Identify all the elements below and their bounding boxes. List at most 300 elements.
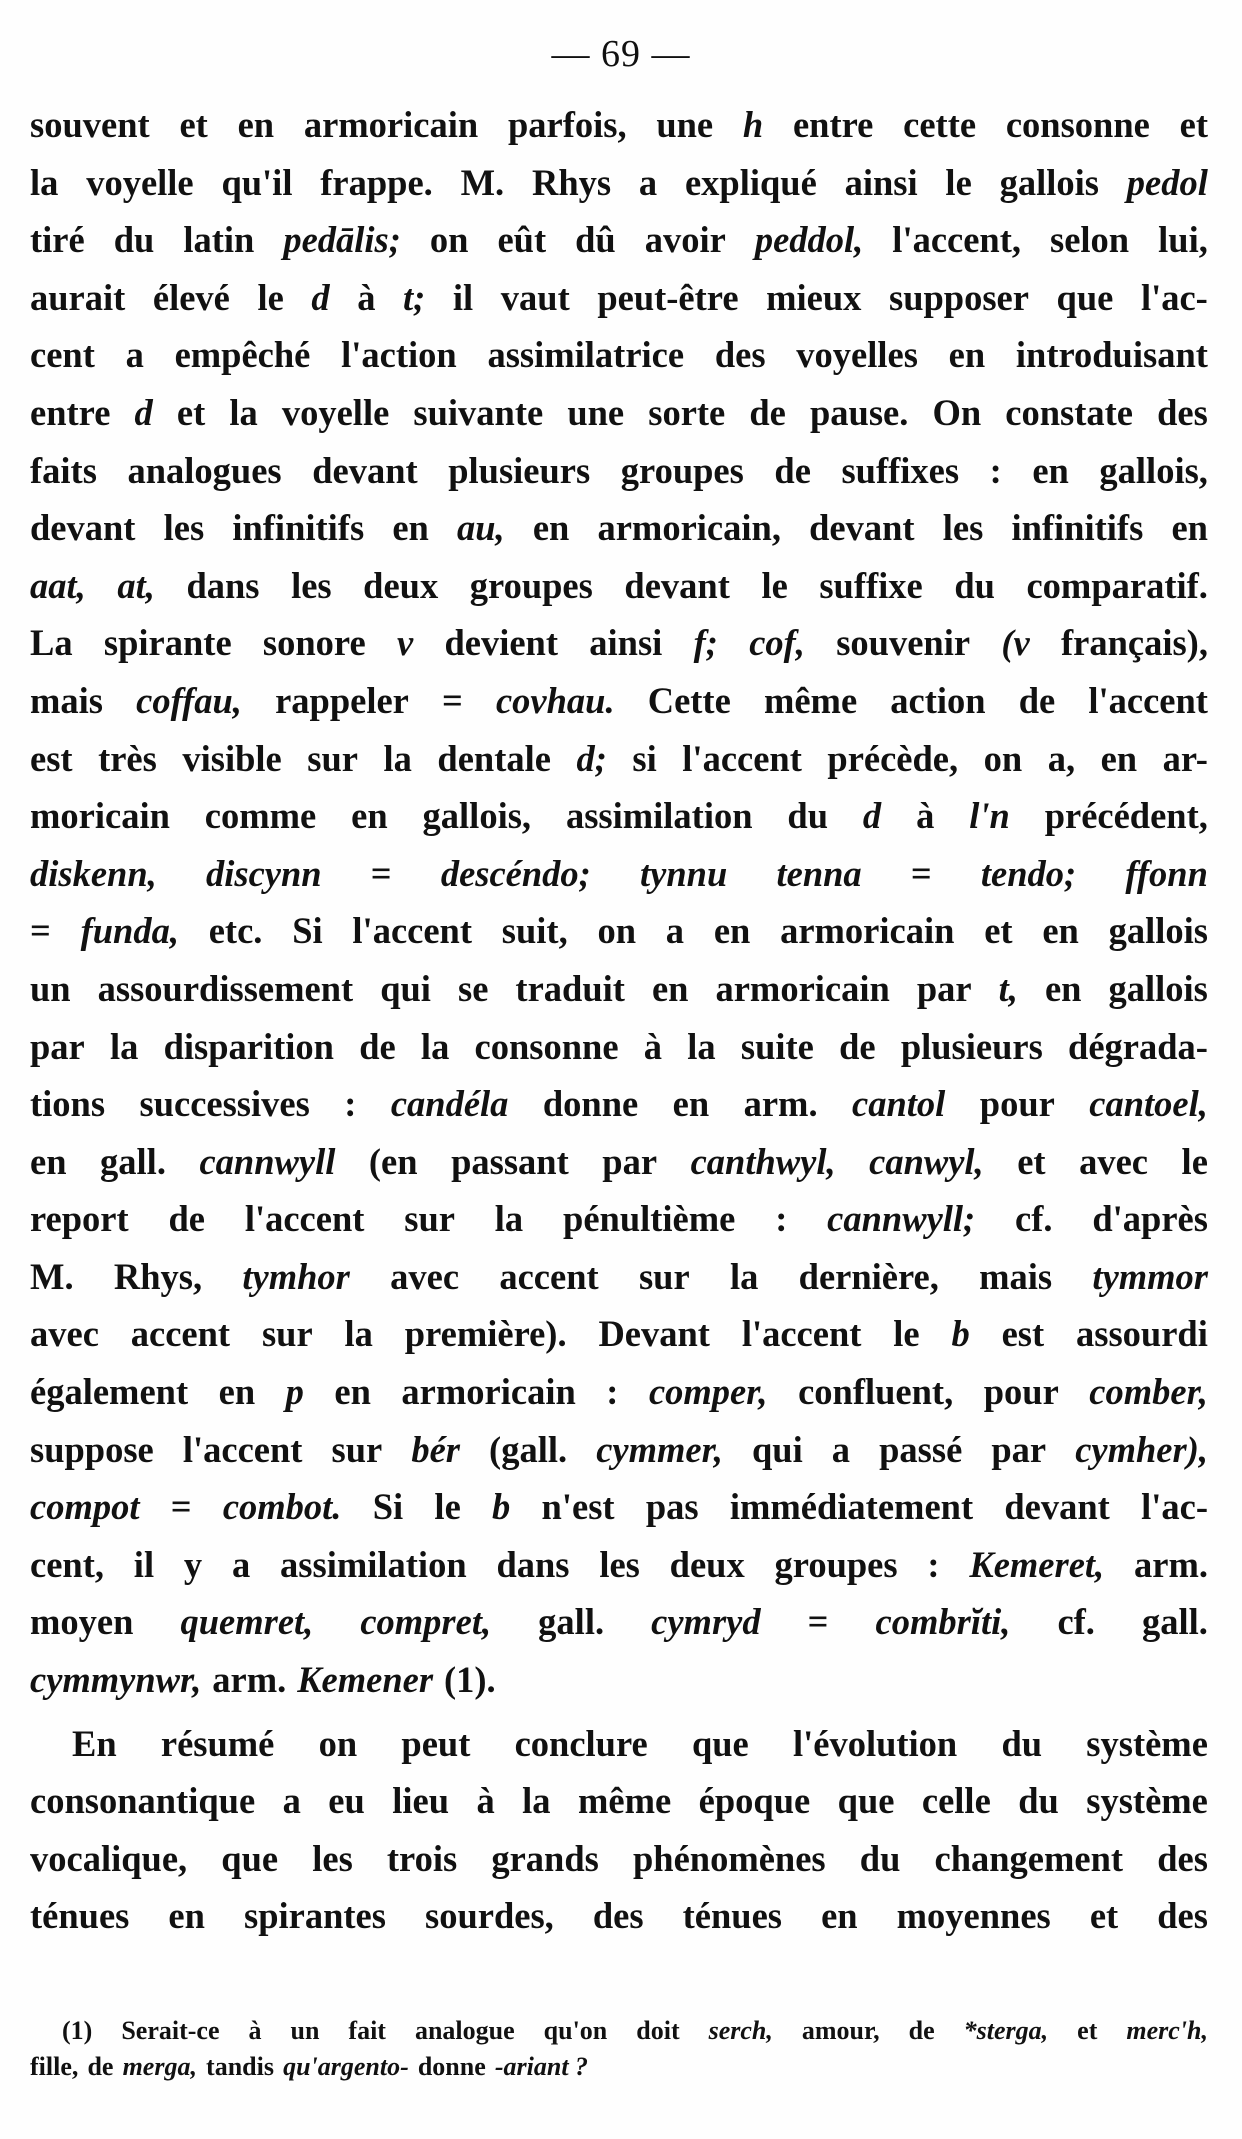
word: assourdi — [1076, 1313, 1208, 1355]
italic-word: cymmer, — [596, 1428, 723, 1470]
word: précédent, — [1044, 795, 1208, 837]
word: en — [351, 795, 388, 837]
word: à — [916, 795, 935, 837]
word: armoricain — [303, 104, 479, 145]
word: il — [133, 1543, 155, 1585]
word: suffixes — [841, 449, 960, 491]
text-line — [30, 1133, 1208, 1191]
word: armoricain — [401, 1371, 576, 1413]
word: a — [231, 1543, 251, 1585]
word: pas — [645, 1486, 699, 1528]
word: devant — [1004, 1486, 1110, 1528]
text-line — [30, 672, 1208, 730]
word: très — [98, 737, 157, 779]
word: dans — [186, 564, 260, 606]
italic-word: serch, — [708, 2016, 773, 2045]
word: avec — [30, 1313, 99, 1355]
text-line — [30, 614, 1208, 672]
word: armoricain — [780, 910, 955, 952]
italic-word: (v — [1001, 622, 1030, 664]
word: la — [344, 1313, 373, 1355]
word: successives — [139, 1083, 310, 1125]
italic-word: comper, — [648, 1371, 768, 1413]
italic-word: ffonn — [1125, 852, 1208, 894]
word: de — [749, 391, 786, 433]
word: = — [442, 679, 463, 721]
word: a — [638, 161, 658, 203]
word: peut-être — [597, 276, 739, 318]
word: = — [370, 852, 392, 894]
word: sourdes, — [425, 1895, 554, 1937]
italic-word: tenna — [776, 852, 862, 894]
word: cent, — [30, 1543, 104, 1585]
word: confluent, — [798, 1371, 954, 1413]
italic-word: candéla — [390, 1083, 509, 1125]
word: est — [30, 737, 73, 779]
text-line — [30, 1018, 1208, 1076]
word: des — [592, 1895, 644, 1937]
italic-word: tymhor — [242, 1255, 350, 1297]
word: on — [983, 737, 1023, 779]
word: en — [948, 334, 986, 376]
italic-word: cantol — [852, 1083, 946, 1125]
word: et — [1089, 1895, 1119, 1937]
italic-word: *sterga, — [963, 2016, 1049, 2045]
italic-word: Kemeret, — [969, 1543, 1105, 1585]
body-text — [30, 96, 1208, 1945]
word: entre — [30, 391, 111, 433]
word: mieux — [766, 276, 862, 318]
word: gallois — [1108, 910, 1208, 952]
word: donne — [417, 2052, 486, 2081]
italic-word: b — [951, 1313, 970, 1355]
word: la — [522, 1780, 551, 1822]
word: a — [125, 334, 144, 376]
word: en — [651, 967, 689, 1009]
word: est — [1001, 1313, 1045, 1355]
italic-word: aat, — [30, 564, 86, 606]
word: a, — [1047, 737, 1076, 779]
text-line — [30, 1305, 1208, 1363]
word: à — [248, 2016, 262, 2045]
footnote — [30, 2013, 1208, 2085]
word: le — [257, 276, 284, 318]
word: infinitifs — [1011, 507, 1144, 549]
text-line — [30, 442, 1208, 500]
word: celle — [921, 1780, 991, 1822]
word: Si — [292, 910, 323, 952]
word: fille, — [30, 2052, 79, 2081]
text-line — [30, 96, 1208, 154]
italic-word: quemret, — [180, 1601, 314, 1643]
italic-word: cymmynwr, — [30, 1659, 202, 1701]
word: tandis — [206, 2052, 274, 2081]
word: élevé — [152, 276, 230, 318]
word: du — [1001, 1722, 1043, 1764]
word: arm. — [212, 1659, 287, 1701]
word: du — [859, 1837, 901, 1879]
word: a — [665, 910, 685, 952]
word: mais — [30, 679, 103, 721]
italic-word: cannwyll — [199, 1140, 336, 1182]
word: l'accent — [352, 910, 472, 952]
word: le — [945, 161, 972, 203]
text-line — [30, 1190, 1208, 1248]
word: fait — [348, 2016, 386, 2045]
text-line — [30, 1715, 1208, 1773]
word: groupes — [620, 449, 744, 491]
word: accent — [130, 1313, 231, 1355]
word: par — [916, 967, 972, 1009]
word: spirante — [103, 622, 232, 664]
word: avec — [390, 1255, 460, 1297]
word: que — [221, 1837, 279, 1879]
word: sorte — [648, 391, 726, 433]
word: un — [30, 967, 71, 1009]
word: l'ac- — [1141, 1486, 1208, 1528]
word: Devant — [598, 1313, 710, 1355]
word: suivante — [413, 391, 544, 433]
word: la — [229, 391, 258, 433]
italic-word: peddol, — [754, 219, 864, 261]
word: la — [420, 1025, 450, 1067]
word: on — [318, 1722, 358, 1764]
word: a — [282, 1780, 301, 1822]
word: consonantique — [30, 1780, 256, 1822]
word: de — [359, 1025, 396, 1067]
word: l'accent — [741, 1313, 862, 1355]
word: disparition — [163, 1025, 334, 1067]
word: en — [30, 1140, 67, 1182]
italic-word: cymryd — [651, 1601, 761, 1643]
word: = — [910, 852, 932, 894]
word: en — [334, 1371, 371, 1413]
word: deux — [363, 564, 439, 606]
text-line — [30, 211, 1208, 269]
word: de — [839, 1025, 876, 1067]
word: Si — [372, 1486, 404, 1528]
word: y — [183, 1543, 203, 1585]
word: gallois, — [422, 795, 532, 837]
word: à — [476, 1780, 495, 1822]
word: traduit — [515, 967, 625, 1009]
word: mais — [979, 1255, 1053, 1297]
word: plusieurs — [448, 449, 591, 491]
word: qu'il — [221, 161, 293, 203]
word: accent — [499, 1255, 599, 1297]
word: un — [290, 2016, 320, 2045]
word: Rhys — [531, 161, 612, 203]
italic-word: tynnu — [640, 852, 728, 894]
italic-word: coffau, — [136, 679, 242, 721]
word: l'évolution — [792, 1722, 958, 1764]
word: du — [1018, 1780, 1059, 1822]
word: en — [713, 910, 751, 952]
word: l'accent — [682, 737, 802, 779]
italic-word: compret, — [360, 1601, 492, 1643]
word: devant — [30, 507, 136, 549]
word: suite — [740, 1025, 814, 1067]
italic-word: l'n — [969, 795, 1010, 837]
word: gallois — [1108, 967, 1208, 1009]
italic-word: t, — [998, 967, 1018, 1009]
word: l'accent, — [892, 219, 1022, 261]
word: sur — [307, 737, 358, 779]
italic-word: cannwyll; — [827, 1198, 976, 1240]
italic-word: tymmor — [1092, 1255, 1208, 1297]
word: a — [831, 1428, 851, 1470]
word: analogue — [414, 2016, 515, 2045]
text-line — [30, 326, 1208, 384]
italic-word: cof, — [749, 622, 805, 664]
word: Cette — [647, 679, 731, 721]
word: en — [1042, 910, 1079, 952]
word: l'accent — [244, 1198, 365, 1240]
text-line — [30, 787, 1208, 845]
word: latin — [183, 219, 255, 261]
word: des — [714, 334, 766, 376]
word: moyen — [30, 1601, 134, 1643]
word: souvent — [30, 104, 150, 145]
italic-word: combot. — [222, 1486, 342, 1528]
word: devant — [624, 564, 730, 606]
word: une — [567, 391, 625, 433]
word: tiré — [30, 219, 85, 261]
footnote-line — [30, 2049, 1208, 2085]
word: cette — [903, 104, 977, 145]
word: empêché — [174, 334, 311, 376]
page-number: — 69 — — [551, 33, 691, 75]
word: du — [954, 564, 995, 606]
word: ar- — [1162, 737, 1208, 779]
italic-word: bér — [411, 1428, 460, 1470]
text-line — [30, 1887, 1208, 1945]
word: donne — [542, 1083, 639, 1125]
word: suffixe — [819, 564, 923, 606]
word: sur — [331, 1428, 383, 1470]
word: l'ac- — [1140, 276, 1208, 318]
text-line — [30, 557, 1208, 615]
word: des — [1157, 1837, 1208, 1879]
word: en — [1044, 967, 1082, 1009]
word: doit — [636, 2016, 680, 2045]
italic-word: diskenn, — [30, 852, 157, 894]
text-line — [30, 1075, 1208, 1133]
word: parfois, — [507, 104, 627, 145]
word: par — [991, 1428, 1047, 1470]
word: que — [837, 1780, 895, 1822]
word: le — [761, 564, 788, 606]
word: du — [113, 219, 155, 261]
word: souvenir — [836, 622, 971, 664]
text-line — [30, 1248, 1208, 1306]
word: = — [30, 910, 51, 952]
italic-word: at, — [117, 564, 155, 606]
italic-word: -ariant ? — [494, 2052, 589, 2081]
word: En — [72, 1722, 117, 1764]
word: action — [890, 679, 986, 721]
word: moyennes — [896, 1895, 1051, 1937]
word: gall. — [1142, 1601, 1208, 1643]
word: il — [452, 276, 474, 318]
italic-word: tendo; — [980, 852, 1077, 894]
word: armoricain, — [597, 507, 781, 549]
italic-word: qu'argento- — [283, 2052, 409, 2081]
italic-word: cantoel, — [1089, 1083, 1208, 1125]
word: également — [30, 1371, 189, 1413]
word: en — [392, 507, 429, 549]
text-line — [30, 1593, 1208, 1651]
word: deux — [669, 1543, 745, 1585]
word: de — [168, 1198, 205, 1240]
word: passant — [451, 1140, 569, 1182]
word: et — [176, 391, 206, 433]
word: = — [170, 1486, 192, 1528]
word: à — [357, 276, 376, 318]
word: M. — [460, 161, 505, 203]
word: avoir — [644, 219, 726, 261]
word: si — [632, 737, 657, 779]
word: comme — [204, 795, 317, 837]
word: l'accent — [1088, 679, 1208, 721]
italic-word: h — [742, 104, 764, 145]
word: Rhys, — [113, 1255, 203, 1297]
word: les — [291, 564, 332, 606]
word: aurait — [30, 276, 126, 318]
text-line — [30, 1772, 1208, 1830]
word: consonne — [1005, 104, 1150, 145]
word: sur — [638, 1255, 690, 1297]
text-line — [30, 1830, 1208, 1888]
word: assimilatrice — [487, 334, 685, 376]
word: pour — [983, 1371, 1059, 1413]
italic-word: d — [134, 391, 153, 433]
word: gall. — [538, 1601, 605, 1643]
italic-word: discynn — [205, 852, 322, 894]
word: la — [30, 161, 59, 203]
word: voyelles — [796, 334, 918, 376]
word: la — [687, 1025, 716, 1067]
word: le — [434, 1486, 461, 1528]
word: en — [218, 1371, 256, 1413]
word: tions — [30, 1083, 106, 1125]
word: système — [1086, 1780, 1208, 1822]
word: gallois — [999, 161, 1099, 203]
word: les — [942, 507, 984, 549]
word: rappeler — [275, 679, 409, 721]
word: la — [729, 1255, 759, 1297]
word: par — [602, 1140, 658, 1182]
word: eût — [497, 219, 547, 261]
word: ténues — [30, 1895, 130, 1937]
word: de — [774, 449, 811, 491]
word: eu — [328, 1780, 365, 1822]
word: voyelle — [86, 161, 194, 203]
word: peut — [401, 1722, 471, 1764]
word: et — [179, 104, 208, 145]
word: = — [807, 1601, 829, 1643]
footnote-line — [30, 2013, 1208, 2049]
italic-word: merga, — [122, 2052, 197, 2081]
word: en — [1100, 737, 1138, 779]
word: l'action — [341, 334, 457, 376]
word: : — [927, 1543, 940, 1585]
italic-word: au, — [456, 507, 505, 549]
text-line — [30, 730, 1208, 788]
word: première). — [404, 1313, 567, 1355]
word: dentale — [437, 737, 551, 779]
word: d'après — [1092, 1198, 1208, 1240]
italic-word: canthwyl, — [690, 1140, 836, 1182]
italic-word: d — [311, 276, 330, 318]
word: de — [1018, 679, 1056, 721]
word: cent — [30, 334, 95, 376]
word: même — [763, 679, 858, 721]
word: etc. — [208, 910, 263, 952]
word: sur — [404, 1198, 455, 1240]
word: et — [1179, 104, 1208, 145]
word: qui — [751, 1428, 803, 1470]
word: lui, — [1158, 219, 1208, 261]
word: que — [691, 1722, 749, 1764]
italic-word: pedālis; — [283, 219, 401, 261]
word: en — [237, 104, 275, 145]
word: frappe. — [320, 161, 433, 203]
word: pour — [979, 1083, 1055, 1125]
text-line — [30, 902, 1208, 960]
word: : — [989, 449, 1002, 491]
word: ténues — [682, 1895, 783, 1937]
word: grands — [491, 1837, 599, 1879]
text-line — [30, 1363, 1208, 1421]
word: en — [1032, 449, 1069, 491]
text-line — [30, 960, 1208, 1018]
word: On — [932, 391, 982, 433]
word: assimilation — [565, 795, 753, 837]
text-line — [30, 269, 1208, 327]
word: que — [1056, 276, 1114, 318]
italic-word: d; — [576, 737, 607, 779]
italic-word: f; — [693, 622, 718, 664]
word: groupes — [469, 564, 593, 606]
word: à — [643, 1025, 663, 1067]
word: les — [312, 1837, 353, 1879]
italic-word: descéndo; — [440, 852, 591, 894]
word: en — [821, 1895, 858, 1937]
word: consonne — [474, 1025, 619, 1067]
text-line — [30, 1478, 1208, 1536]
italic-word: d — [862, 795, 882, 837]
word: expliqué — [684, 161, 817, 203]
word: comparatif. — [1026, 564, 1208, 606]
text-line — [30, 1536, 1208, 1594]
word: moricain — [30, 795, 170, 837]
word: n'est — [541, 1486, 615, 1528]
text-line — [30, 154, 1208, 212]
italic-word: combrĭti, — [875, 1601, 1011, 1643]
word: vaut — [500, 276, 570, 318]
word: la — [109, 1025, 139, 1067]
word: pénultième — [563, 1198, 736, 1240]
word: voyelle — [281, 391, 390, 433]
word: entre — [792, 104, 874, 145]
word: en — [1171, 507, 1208, 549]
text-line — [30, 1421, 1208, 1479]
word: assimilation — [280, 1543, 467, 1585]
word: armoricain — [715, 967, 890, 1009]
word: phénomènes — [632, 1837, 826, 1879]
word: La — [30, 622, 73, 664]
